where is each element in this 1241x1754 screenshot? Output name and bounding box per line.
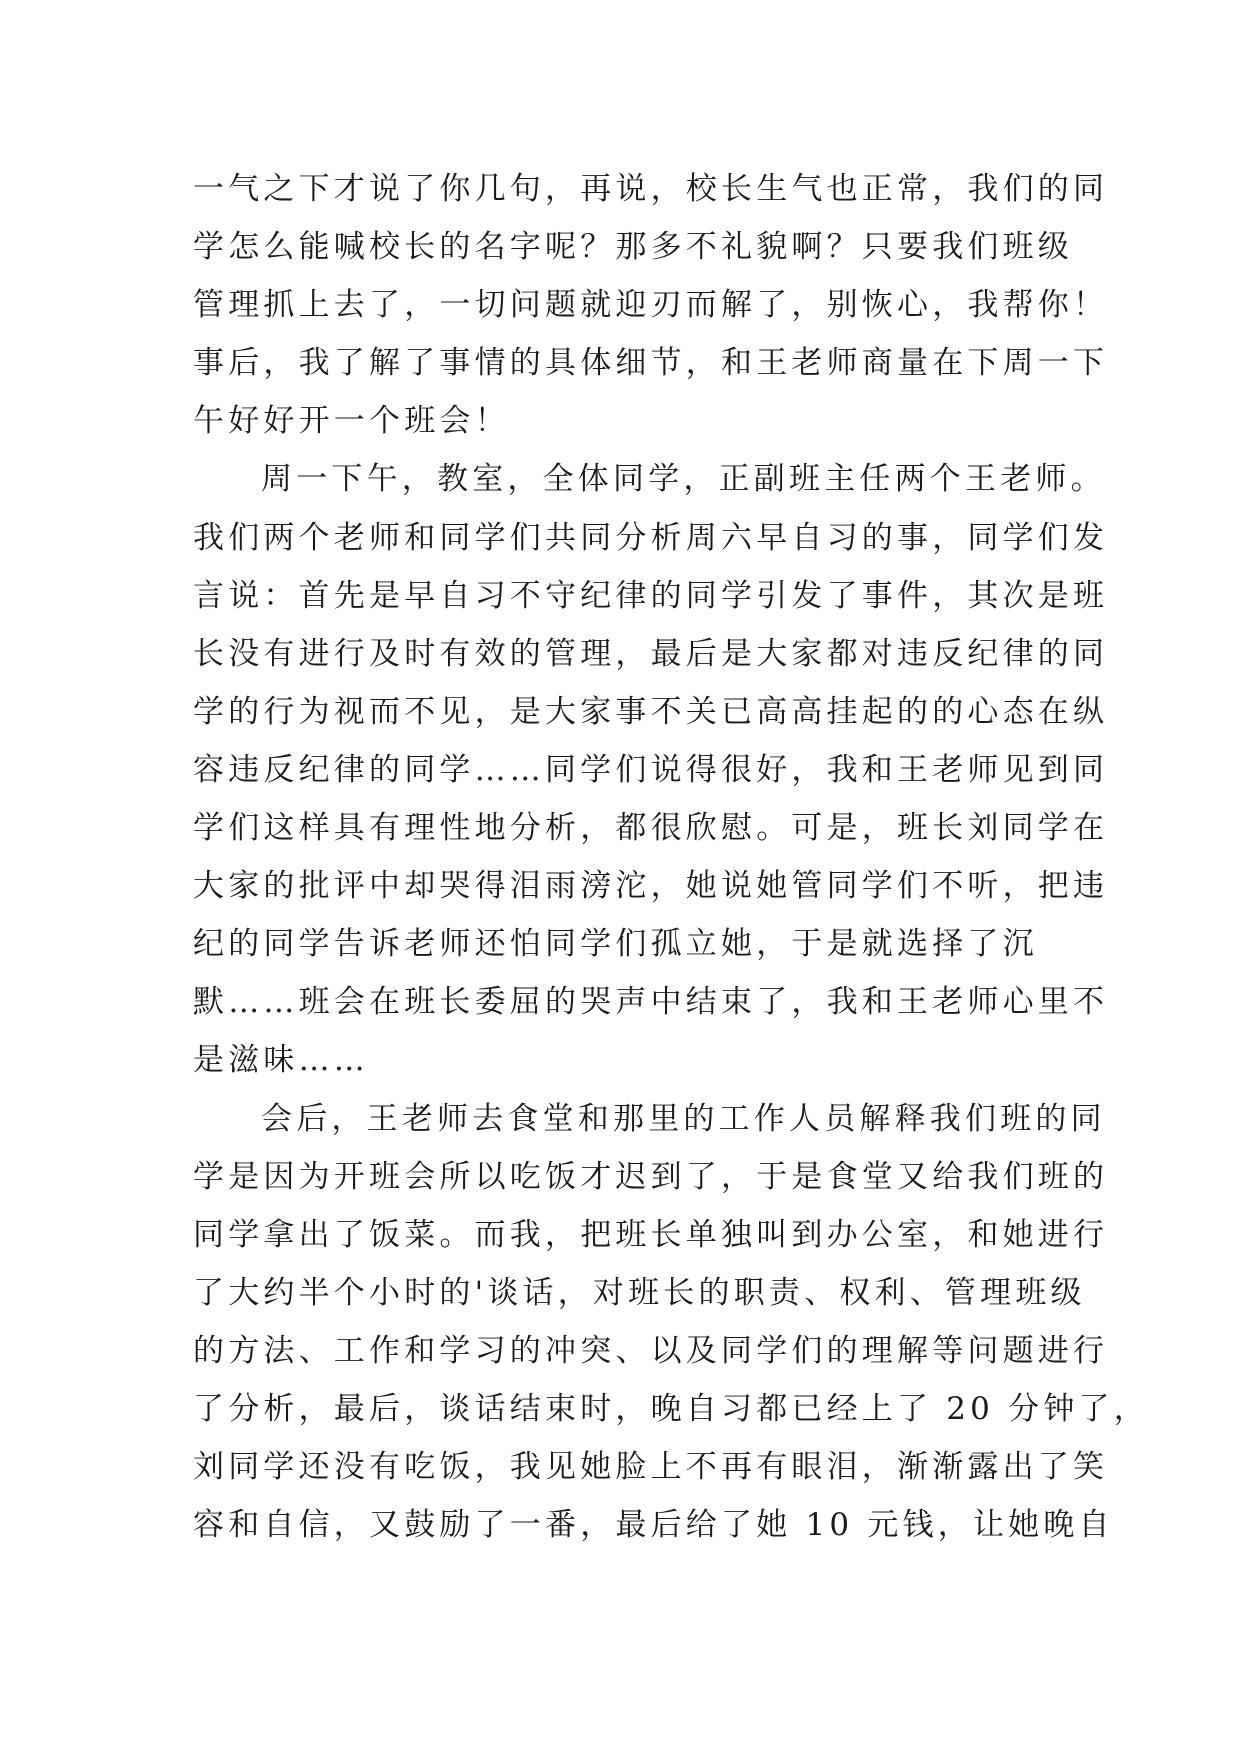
text-line: 学是因为开班会所以吃饭才迟到了，于是食堂又给我们班的: [193, 1158, 1109, 1195]
text-line: 学怎么能喊校长的名字呢？那多不礼貌啊？只要我们班级: [193, 229, 1073, 266]
text-line: 一气之下才说了你几句，再说，校长生气也正常，我们的同: [193, 171, 1109, 207]
text-line: 午好好开一个班会！: [193, 403, 510, 440]
text-line: 默……班会在班长委屈的哭声中结束了，我和王老师心里不: [193, 984, 1109, 1021]
text-line: 事后，我了解了事情的具体细节，和王老师商量在下周一下: [193, 345, 1109, 382]
paragraph-start-line: 周一下午，教室，全体同学，正副班主任两个王老师。: [261, 461, 1106, 498]
text-line: 长没有进行及时有效的管理，最后是大家都对违反纪律的同: [193, 635, 1109, 672]
text-line: 了大约半个小时的'谈话，对班长的职责、权利、管理班级: [193, 1274, 1086, 1311]
text-line: 容违反纪律的同学……同学们说得很好，我和王老师见到同: [193, 751, 1109, 788]
text-line: 同学拿出了饭菜。而我，把班长单独叫到办公室，和她进行: [193, 1216, 1109, 1253]
text-line: 的方法、工作和学习的冲突、以及同学们的理解等问题进行: [193, 1332, 1109, 1369]
text-line: 管理抓上去了，一切问题就迎刃而解了，别恢心，我帮你！: [193, 287, 1109, 324]
text-line: 了分析，最后，谈话结束时，晚自习都已经上了 20 分钟了，: [193, 1390, 1149, 1427]
text-line: 纪的同学告诉老师还怕同学们孤立她，于是就选择了沉: [193, 926, 1038, 963]
text-line: 我们两个老师和同学们共同分析周六早自习的事，同学们发: [193, 519, 1109, 556]
text-line: 言说：首先是早自习不守纪律的同学引发了事件，其次是班: [193, 577, 1109, 614]
text-line: 容和自信，又鼓励了一番，最后给了她 10 元钱，让她晚自: [193, 1507, 1114, 1544]
paragraph-start-line: 会后，王老师去食堂和那里的工作人员解释我们班的同: [261, 1100, 1106, 1137]
text-line: 大家的批评中却哭得泪雨滂沱，她说她管同学们不听，把违: [193, 868, 1109, 905]
text-line: 学们这样具有理性地分析，都很欣慰。可是，班长刘同学在: [193, 810, 1109, 847]
text-line: 学的行为视而不见，是大家事不关已高高挂起的的心态在纵: [193, 693, 1109, 730]
body-text: [193, 160, 1149, 1554]
text-line: 是滋味……: [193, 1042, 369, 1079]
text-line: 刘同学还没有吃饭，我见她脸上不再有眼泪，渐渐露出了笑: [193, 1449, 1109, 1486]
